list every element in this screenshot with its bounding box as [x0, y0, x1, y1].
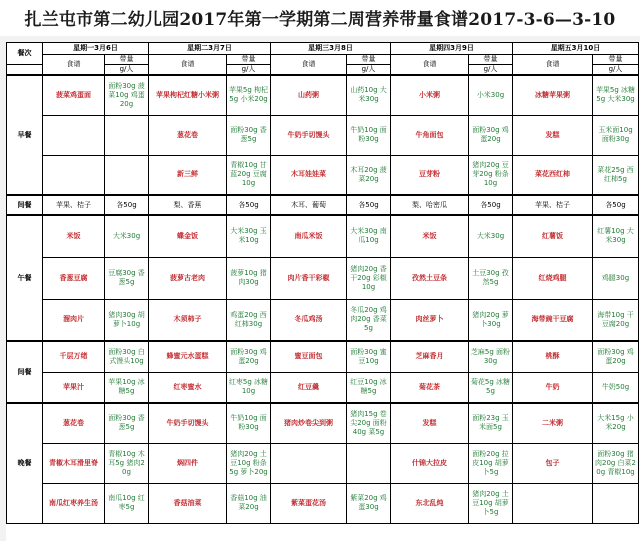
- dish-cell: 红烧鸡腿: [513, 257, 593, 299]
- quantity-cell: 苹果5g 冰糖5g 大米30g: [593, 75, 639, 115]
- quantity-cell: 各50g: [593, 195, 639, 215]
- quantity-cell: 猪肉15g 卷尖20g 面粉40g 菜5g: [347, 403, 391, 443]
- dish-cell: 牛奶: [513, 372, 593, 403]
- quantity-cell: 猪肉30g 胡萝卜10g: [105, 299, 149, 341]
- menu-title: 扎兰屯市第二幼儿园2017年第一学期第二周营养带量食谱2017-3-6—3-10: [24, 10, 616, 30]
- qty-column-header: 带量: [469, 55, 513, 65]
- dish-cell: 肉丝萝卜: [391, 299, 469, 341]
- dish-cell: [513, 483, 593, 523]
- dish-cell: 蜜豆面包: [271, 341, 347, 372]
- quantity-cell: 海带10g 干豆腐20g: [593, 299, 639, 341]
- qty-column-header: 带量: [593, 55, 639, 65]
- dish-cell: 红枣蜜水: [149, 372, 227, 403]
- dish-cell: 木耳娃娃菜: [271, 155, 347, 195]
- quantity-cell: 大米30g 南瓜10g: [347, 215, 391, 257]
- unit-header: g/人: [347, 65, 391, 76]
- unit-header: g/人: [105, 65, 149, 76]
- quantity-cell: 大米30g 玉米10g: [227, 215, 271, 257]
- quantity-cell: 面粉23g 玉米面5g: [469, 403, 513, 443]
- quantity-cell: 苹果10g 冰糖5g: [105, 372, 149, 403]
- dish-cell: 菠萝古老肉: [149, 257, 227, 299]
- quantity-cell: 猪肉20g 土豆10g 胡萝卜5g: [469, 483, 513, 523]
- quantity-cell: 各50g: [227, 195, 271, 215]
- meal-label: 早餐: [7, 75, 43, 195]
- unit-header: g/人: [227, 65, 271, 76]
- quantity-cell: 冬瓜20g 鸡肉20g 香菜5g: [347, 299, 391, 341]
- dish-cell: 什锦大拉皮: [391, 443, 469, 483]
- dish-cell: 红豆羹: [271, 372, 347, 403]
- quantity-cell: 牛奶10g 面粉30g: [347, 115, 391, 155]
- quantity-cell: 面粉30g 香葱5g: [105, 403, 149, 443]
- day-header: 星期五3月10日: [513, 43, 639, 55]
- quantity-cell: 面粉30g 蜜豆10g: [347, 341, 391, 372]
- dish-column-header: 食谱: [391, 55, 469, 76]
- dish-cell: 木须柿子: [149, 299, 227, 341]
- dish-cell: 豆芽粉: [391, 155, 469, 195]
- quantity-cell: [105, 115, 149, 155]
- quantity-cell: 鸡腿30g: [593, 257, 639, 299]
- quantity-cell: 南瓜10g 红枣5g: [105, 483, 149, 523]
- quantity-cell: 面粉20g 拉皮10g 胡萝卜5g: [469, 443, 513, 483]
- dish-column-header: 食谱: [149, 55, 227, 76]
- dish-cell: 芝麻香月: [391, 341, 469, 372]
- quantity-cell: [593, 483, 639, 523]
- dish-cell: 青椒木耳滑里脊: [43, 443, 105, 483]
- quantity-cell: 各50g: [347, 195, 391, 215]
- dish-cell: 葱花卷: [43, 403, 105, 443]
- quantity-cell: 各50g: [469, 195, 513, 215]
- dish-cell: 牛奶手切馒头: [271, 115, 347, 155]
- dish-cell: 菜花西红柿: [513, 155, 593, 195]
- unit-header: g/人: [469, 65, 513, 76]
- dish-cell: 发糕: [391, 403, 469, 443]
- quantity-cell: 面粉30g 鸡蛋20g: [469, 115, 513, 155]
- quantity-cell: 菜花25g 西红柿5g: [593, 155, 639, 195]
- meal-label: 间餐: [7, 195, 43, 215]
- dish-cell: 苹果、桔子: [513, 195, 593, 215]
- quantity-cell: 面粉30g 菠菜10g 鸡蛋20g: [105, 75, 149, 115]
- quantity-cell: 红薯10g 大米30g: [593, 215, 639, 257]
- day-header: 星期二3月7日: [149, 43, 271, 55]
- dish-cell: 红薯饭: [513, 215, 593, 257]
- quantity-cell: 香菇10g 油菜20g: [227, 483, 271, 523]
- qty-column-header: 带量: [105, 55, 149, 65]
- quantity-cell: 面粉30g 香葱5g: [227, 115, 271, 155]
- dish-cell: 蜂蜜元水蛋糕: [149, 341, 227, 372]
- quantity-cell: 土豆30g 孜然5g: [469, 257, 513, 299]
- dish-cell: 孜然土豆条: [391, 257, 469, 299]
- quantity-cell: 各50g: [105, 195, 149, 215]
- dish-cell: 小米粥: [391, 75, 469, 115]
- quantity-cell: 猪肉20g 土豆10g 粉条5g 萝卜20g: [227, 443, 271, 483]
- quantity-cell: 面粉30g 白式馒头10g: [105, 341, 149, 372]
- meal-column-header-blank: [7, 65, 43, 76]
- dish-cell: 二米粥: [513, 403, 593, 443]
- dish-cell: 米饭: [43, 215, 105, 257]
- dish-cell: 梨、哈密瓜: [391, 195, 469, 215]
- quantity-cell: 大米30g: [469, 215, 513, 257]
- quantity-cell: 紫菜20g 鸡蛋30g: [347, 483, 391, 523]
- dish-cell: 包子: [513, 443, 593, 483]
- quantity-cell: 牛奶50g: [593, 372, 639, 403]
- quantity-cell: 大米30g: [105, 215, 149, 257]
- quantity-cell: 山药10g 大米30g: [347, 75, 391, 115]
- dish-column-header: 食谱: [271, 55, 347, 76]
- dish-cell: 溜肉片: [43, 299, 105, 341]
- quantity-cell: 面粉30g 鸡蛋20g: [227, 341, 271, 372]
- quantity-cell: 红豆10g 冰糖5g: [347, 372, 391, 403]
- qty-column-header: 带量: [227, 55, 271, 65]
- quantity-cell: [105, 155, 149, 195]
- dish-cell: 南瓜红枣养生汤: [43, 483, 105, 523]
- dish-cell: 葱花卷: [149, 115, 227, 155]
- dish-cell: 牛角面包: [391, 115, 469, 155]
- quantity-cell: 玉米面10g 面粉30g: [593, 115, 639, 155]
- quantity-cell: 鸡蛋20g 西红柿30g: [227, 299, 271, 341]
- quantity-cell: 大米15g 小米20g: [593, 403, 639, 443]
- dish-cell: 紫菜蛋花汤: [271, 483, 347, 523]
- qty-column-header: 带量: [347, 55, 391, 65]
- quantity-cell: 青椒10g 木耳5g 猪肉20g: [105, 443, 149, 483]
- quantity-cell: 木耳20g 菠菜20g: [347, 155, 391, 195]
- dish-cell: 香葱豆腐: [43, 257, 105, 299]
- quantity-cell: 猪肉20g 香干20g 彩椒10g: [347, 257, 391, 299]
- quantity-cell: 面粉30g 猪肉20g 白菜20g 青椒10g: [593, 443, 639, 483]
- dish-cell: 桃酥: [513, 341, 593, 372]
- quantity-cell: 豆腐30g 香葱5g: [105, 257, 149, 299]
- dish-cell: [43, 155, 105, 195]
- quantity-cell: 芝麻5g 面粉30g: [469, 341, 513, 372]
- quantity-cell: 面粉30g 鸡蛋20g: [593, 341, 639, 372]
- day-header: 星期三3月8日: [271, 43, 391, 55]
- dish-cell: 新三鲜: [149, 155, 227, 195]
- dish-cell: 梨、香蕉: [149, 195, 227, 215]
- dish-cell: 千层万绪: [43, 341, 105, 372]
- quantity-cell: 猪肉20g 豆芽20g 粉条10g: [469, 155, 513, 195]
- quantity-cell: 菠萝10g 猪肉30g: [227, 257, 271, 299]
- dish-cell: 山药粥: [271, 75, 347, 115]
- meal-label: 晚餐: [7, 403, 43, 523]
- quantity-cell: 猪肉20g 萝卜30g: [469, 299, 513, 341]
- dish-cell: 蝶金饭: [149, 215, 227, 257]
- dish-cell: 肉片香干彩椒: [271, 257, 347, 299]
- quantity-cell: 青椒10g 甘蓝20g 豆腐10g: [227, 155, 271, 195]
- quantity-cell: 苹果5g 枸杞5g 小米20g: [227, 75, 271, 115]
- dish-cell: 苹果、桔子: [43, 195, 105, 215]
- dish-cell: 发糕: [513, 115, 593, 155]
- dish-cell: 海带豌干豆腐: [513, 299, 593, 341]
- dish-cell: 菠菜鸡蛋面: [43, 75, 105, 115]
- quantity-cell: 牛奶10g 面粉30g: [227, 403, 271, 443]
- dish-cell: 焖四件: [149, 443, 227, 483]
- dish-cell: 南瓜米饭: [271, 215, 347, 257]
- meal-label: 间餐: [7, 341, 43, 403]
- dish-cell: [271, 443, 347, 483]
- dish-cell: 米饭: [391, 215, 469, 257]
- dish-cell: 香菇油菜: [149, 483, 227, 523]
- dish-cell: 菊花茶: [391, 372, 469, 403]
- quantity-cell: 红枣5g 冰糖10g: [227, 372, 271, 403]
- dish-cell: 猪肉炒卷尖到粥: [271, 403, 347, 443]
- dish-cell: 苹果汁: [43, 372, 105, 403]
- dish-cell: 冰糖苹果粥: [513, 75, 593, 115]
- dish-column-header: 食谱: [513, 55, 593, 76]
- day-header: 星期一3月6日: [43, 43, 149, 55]
- dish-cell: 牛奶手切馒头: [149, 403, 227, 443]
- dish-cell: 东北乱炖: [391, 483, 469, 523]
- menu-table: [6, 42, 639, 524]
- unit-header: g/人: [593, 65, 639, 76]
- day-header: 星期四3月9日: [391, 43, 513, 55]
- dish-cell: [43, 115, 105, 155]
- dish-cell: 木耳、葡萄: [271, 195, 347, 215]
- quantity-cell: 菊花5g 冰糖5g: [469, 372, 513, 403]
- quantity-cell: 小米30g: [469, 75, 513, 115]
- dish-cell: 冬瓜鸡汤: [271, 299, 347, 341]
- meal-label: 午餐: [7, 215, 43, 341]
- dish-cell: 苹果枸杞红糖小米粥: [149, 75, 227, 115]
- dish-column-header: 食谱: [43, 55, 105, 76]
- quantity-cell: [347, 443, 391, 483]
- meal-column-header: 餐次: [7, 43, 43, 65]
